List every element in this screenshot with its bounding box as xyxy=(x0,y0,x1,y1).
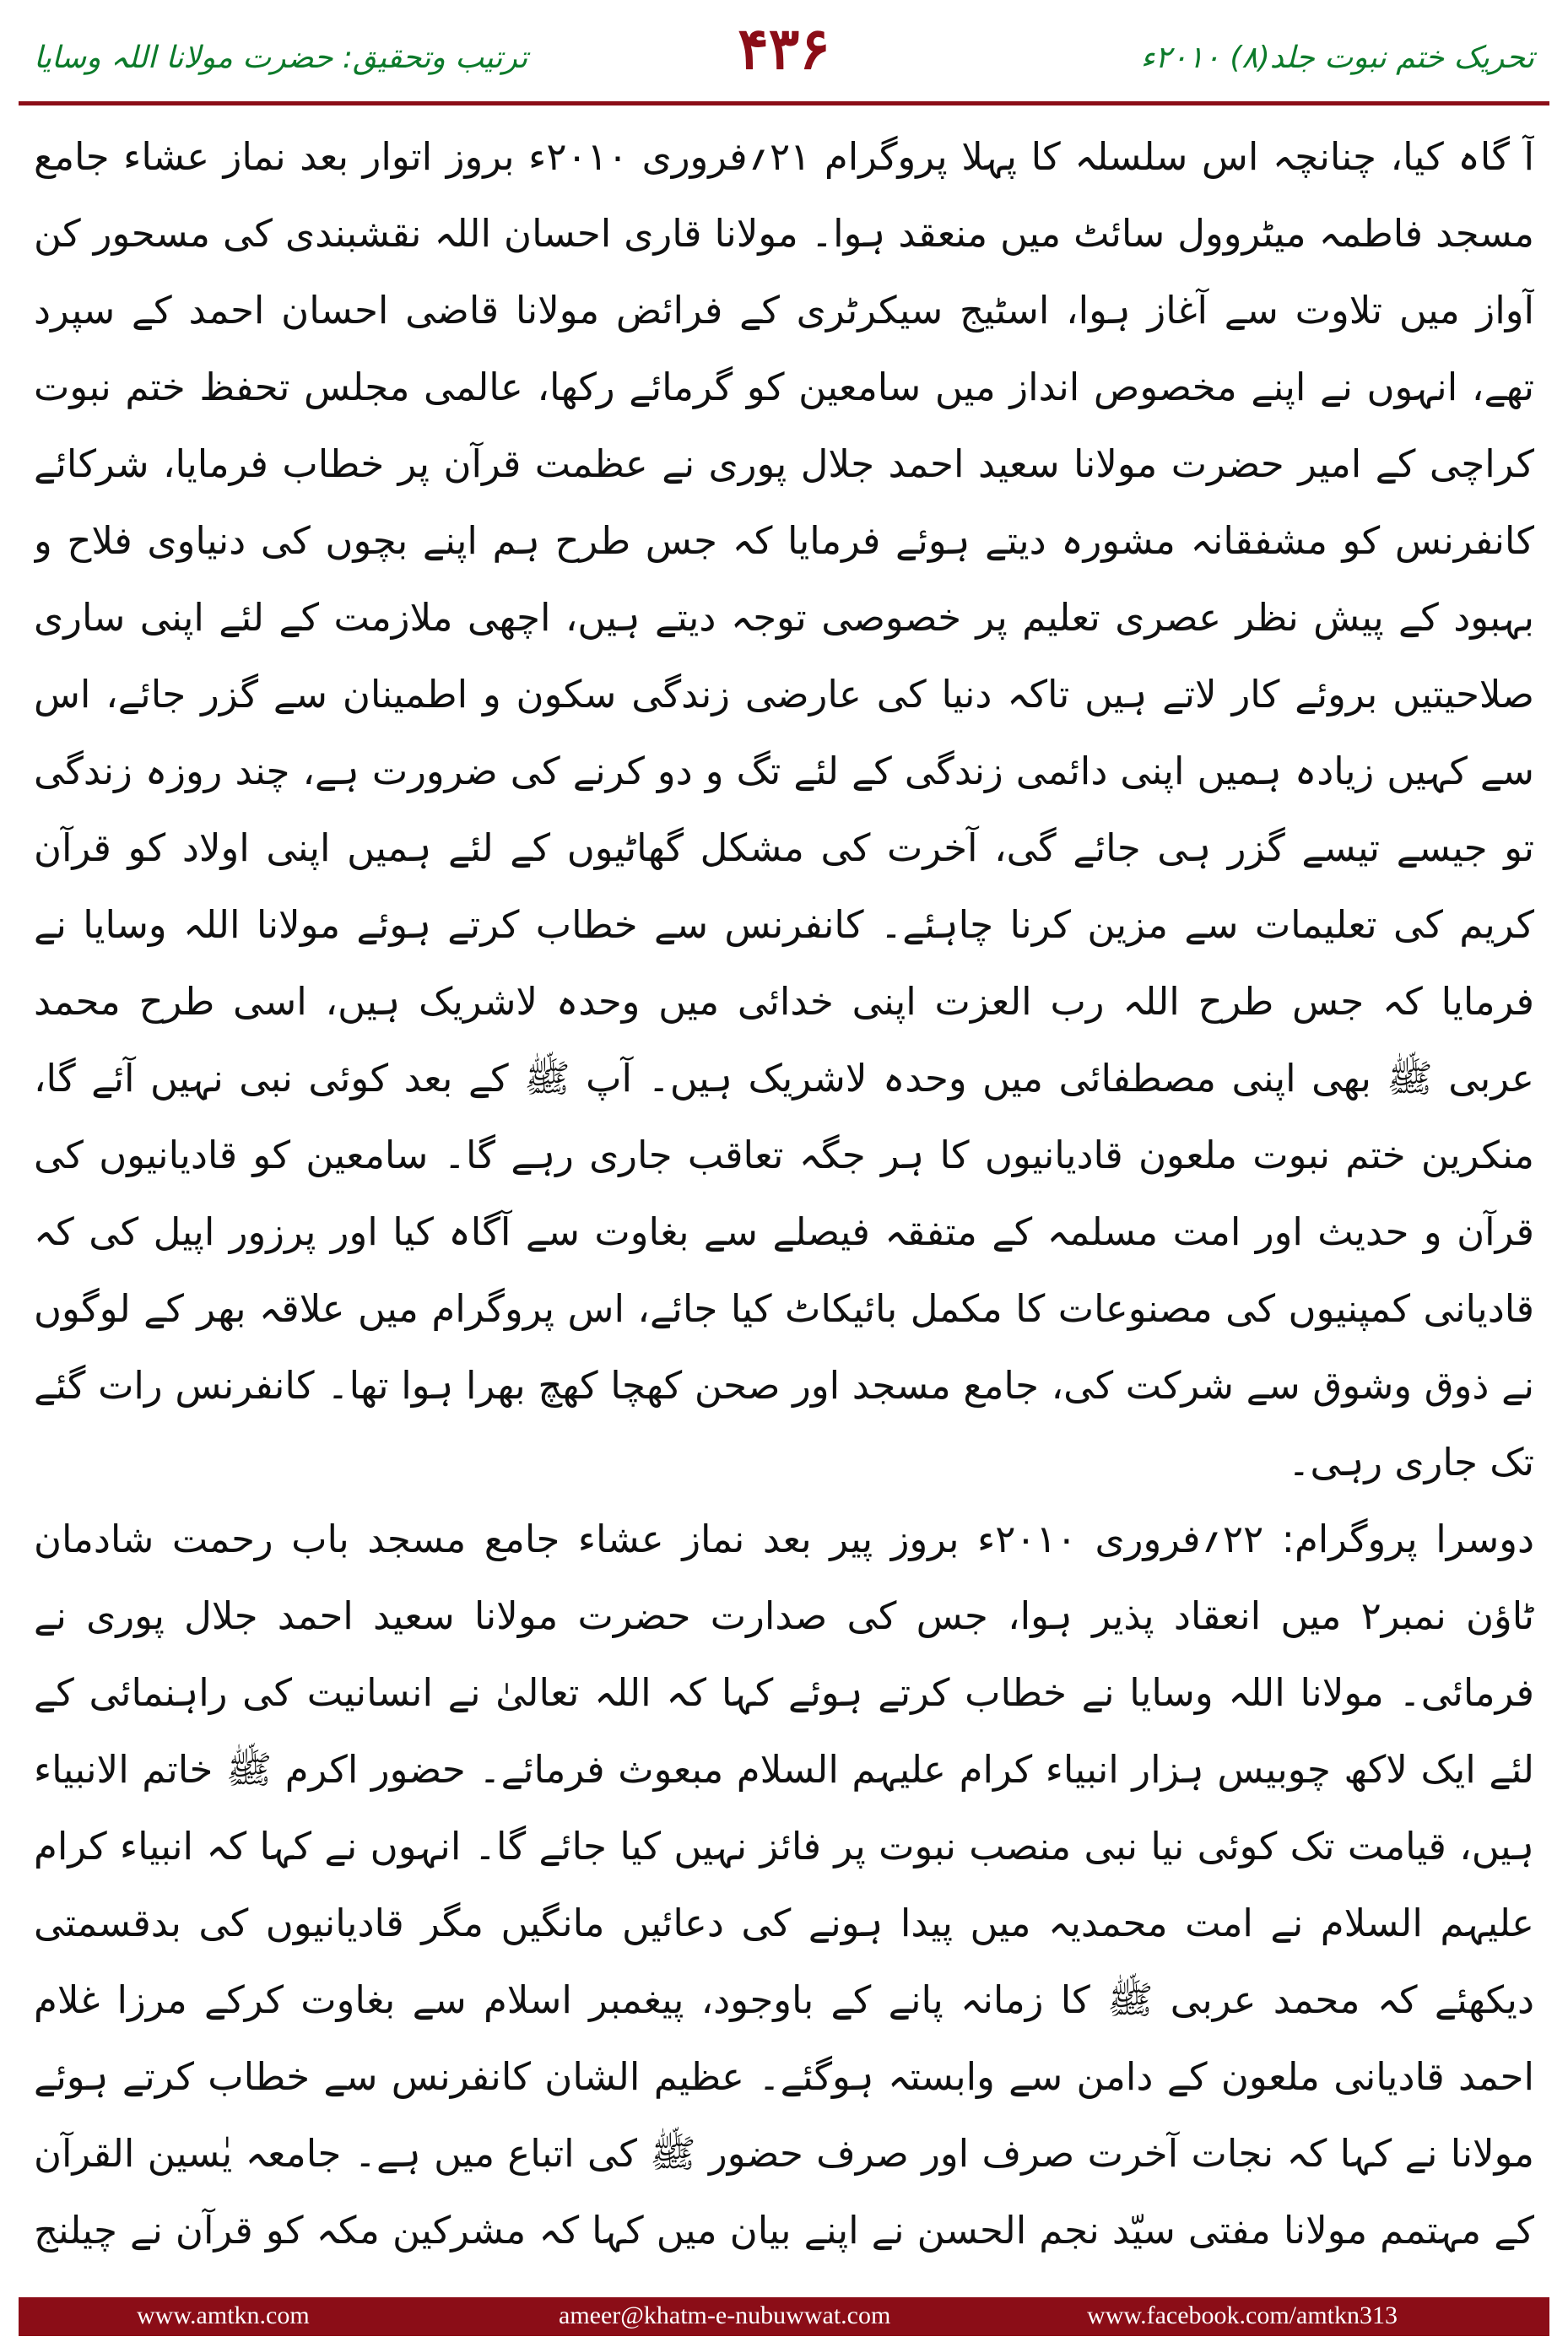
footer-website-link[interactable]: www.amtkn.com xyxy=(137,2301,310,2329)
header-compiler-credit: ترتیب وتحقیق: حضرت مولانا اللہ وسایا xyxy=(34,41,528,75)
footer-email-link[interactable]: ameer@khatm-e-nubuwwat.com xyxy=(559,2301,891,2329)
page-header xyxy=(0,0,1568,93)
footer-facebook-link[interactable]: www.facebook.com/amtkn313 xyxy=(1087,2301,1398,2329)
page-footer xyxy=(19,2297,1549,2336)
header-divider xyxy=(19,101,1549,105)
paragraph-second-program: دوسرا پروگرام: ۲۲؍فروری ۲۰۱۰ء بروز پیر بعد نماز عشاء جامع مسجد باب رحمت شادمان ٹاؤن نمبر۲ میں انعقاد پذیر ہوا، جس کی صدارت حضرت مولانا سعید احمد جلال پوری نے فرمائی۔ مولانا اللہ وسایا نے خطاب کرتے ہوئے کہا کہ اللہ تعالیٰ نے انسانیت کی راہنمائی کے لئے ایک لاکھ چوبیس ہزار انبیاء کرام علیہم السلام مبعوث فرمائے۔ حضور اکرم ﷺ خاتم الانبیاء ہیں، قیامت تک کوئی نیا نبی منصب نبوت پر فائز نہیں کیا جائے گا۔ انہوں نے کہا کہ انبیاء کرام علیہم السلام نے امت محمدیہ میں پیدا ہونے کی دعائیں مانگیں مگر قادیانیوں کی بدقسمتی دیکھئے کہ محمد عربی ﷺ کا زمانہ پانے کے باوجود، پیغمبر اسلام سے بغاوت کرکے مرزا غلام احمد قادیانی ملعون کے دامن سے وابستہ ہوگئے۔ عظیم الشان کانفرنس سے خطاب کرتے ہوئے مولانا نے کہا کہ نجات آخرت صرف اور صرف حضور ﷺ کی اتباع میں ہے۔ جامعہ یٰسین القرآن کے مہتمم مولانا مفتی سیّد نجم الحسن نے اپنے بیان میں کہا کہ مشرکین مکہ کو قرآن نے چیلنج xyxy=(34,1517,1534,2253)
paragraph-first-program: آ گاہ کیا، چنانچہ اس سلسلہ کا پہلا پروگرام ۲۱؍فروری ۲۰۱۰ء بروز اتوار بعد نماز عشاء جامع مسجد فاطمہ میٹروول سائٹ میں منعقد ہوا۔ مولانا قاری احسان اللہ نقشبندی کی مسحور کن آواز میں تلاوت سے آغاز ہوا، اسٹیج سیکرٹری کے فرائض مولانا قاضی احسان احمد کے سپرد تھے، انہوں نے اپنے مخصوص انداز میں سامعین کو گرمائے رکھا، عالمی مجلس تحفظ ختم نبوت کراچی کے امیر حضرت مولانا سعید احمد جلال پوری نے عظمت قرآن پر خطاب فرمایا، شرکائے کانفرنس کو مشفقانہ مشورہ دیتے ہوئے فرمایا کہ جس طرح ہم اپنے بچوں کی دنیاوی فلاح و بہبود کے پیش نظر عصری تعلیم پر خصوصی توجہ دیتے ہیں، اچھی ملازمت کے لئے اپنی ساری صلاحیتیں بروئے کار لاتے ہیں تاکہ دنیا کی عارضی زندگی سکون و اطمینان سے گزر جائے، اس سے کہیں زیادہ ہمیں اپنی دائمی زندگی کے لئے تگ و دو کرنے کی ضرورت ہے، چند روزہ زندگی تو جیسے تیسے گزر ہی جائے گی، آخرت کی مشکل گھاٹیوں کے لئے ہمیں اپنی اولاد کو قرآن کریم کی تعلیمات سے مزین کرنا چاہئے۔ کانفرنس سے خطاب کرتے ہوئے مولانا اللہ وسایا نے فرمایا کہ جس طرح اللہ رب العزت اپنی خدائی میں وحدہ لاشریک ہیں، اسی طرح محمد عربی ﷺ بھی اپنی مصطفائی میں وحدہ لاشریک ہیں۔ آپ ﷺ کے بعد کوئی نبی نہیں آئے گا، منکرین ختم نبوت ملعون قادیانیوں کا ہر جگہ تعاقب جاری رہے گا۔ سامعین کو قادیانیوں کی قرآن و حدیث اور امت مسلمہ کے متفقہ فیصلے سے بغاوت سے آگاہ کیا اور پرزور اپیل کی کہ قادیانی کمپنیوں کی مصنوعات کا مکمل بائیکاٹ کیا جائے، اس پروگرام میں علاقہ بھر کے لوگوں نے ذوق وشوق سے شرکت کی، جامع مسجد اور صحن کھچا کھچ بھرا ہوا تھا۔ کانفرنس رات گئے تک جاری رہی۔ xyxy=(34,134,1534,1485)
page-number: ۴۳۶ xyxy=(738,15,830,83)
header-book-title: تحریک ختم نبوت جلد(۸) ۲۰۱۰ء xyxy=(1140,41,1534,75)
document-body xyxy=(34,118,1534,2274)
